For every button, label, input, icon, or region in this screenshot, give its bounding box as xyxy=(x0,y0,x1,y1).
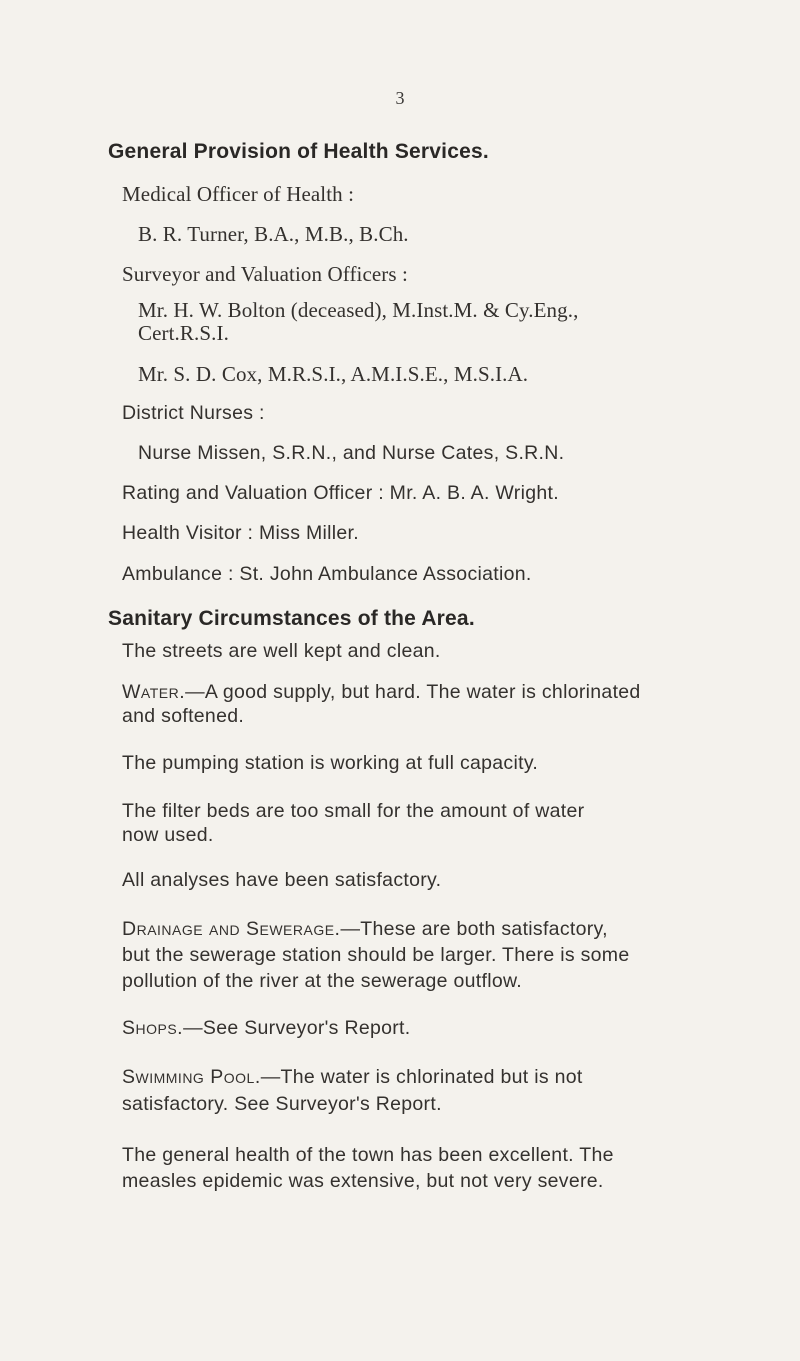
section-heading-health-services: General Provision of Health Services. xyxy=(108,140,489,163)
analyses-text: All analyses have been satisfactory. xyxy=(122,869,442,891)
drainage-text-line1: —These are both satisfactory, xyxy=(340,918,608,940)
drainage-text-line2: but the sewerage station should be larger. There is some xyxy=(122,944,630,966)
health-visitor: Health Visitor : Miss Miller. xyxy=(122,522,359,544)
drainage-label: Drainage and Sewerage. xyxy=(122,918,341,940)
filter-text-line1: The filter beds are too small for the amount of water xyxy=(122,800,585,822)
pool-paragraph-line1 xyxy=(122,1066,583,1089)
surveyor-2: Mr. S. D. Cox, M.R.S.I., A.M.I.S.E., M.S.I.A. xyxy=(138,362,529,386)
surveyor-1-line1: Mr. H. W. Bolton (deceased), M.Inst.M. & Cy.Eng., xyxy=(138,298,579,322)
rating-officer: Rating and Valuation Officer : Mr. A. B. A. Wright. xyxy=(122,482,559,504)
water-label: Water. xyxy=(122,681,186,703)
surveyor-label: Surveyor and Valuation Officers : xyxy=(122,262,408,286)
general-health-line2: measles epidemic was extensive, but not very severe. xyxy=(122,1170,604,1192)
drainage-paragraph-line1 xyxy=(122,918,608,941)
filter-text-line2: now used. xyxy=(122,824,214,846)
surveyor-1-line2: Cert.R.S.I. xyxy=(138,321,229,345)
shops-paragraph xyxy=(122,1017,411,1040)
shops-text: —See Surveyor's Report. xyxy=(183,1017,411,1039)
streets-text: The streets are well kept and clean. xyxy=(122,640,441,662)
water-paragraph-line1 xyxy=(122,681,641,704)
moh-name: B. R. Turner, B.A., M.B., B.Ch. xyxy=(138,222,409,246)
pool-label: Swimming Pool. xyxy=(122,1066,261,1088)
ambulance: Ambulance : St. John Ambulance Association. xyxy=(122,563,532,585)
general-health-line1: The general health of the town has been excellent. The xyxy=(122,1144,614,1166)
water-text-line2: and softened. xyxy=(122,705,245,727)
nurses-label: District Nurses : xyxy=(122,402,265,424)
pumping-text: The pumping station is working at full capacity. xyxy=(122,752,539,774)
moh-label: Medical Officer of Health : xyxy=(122,182,355,206)
page-number: 3 xyxy=(395,88,405,108)
water-text-line1: —A good supply, but hard. The water is chlorinated xyxy=(185,681,641,703)
section-heading-sanitary: Sanitary Circumstances of the Area. xyxy=(108,607,475,630)
drainage-text-line3: pollution of the river at the sewerage outflow. xyxy=(122,970,522,992)
shops-label: Shops. xyxy=(122,1017,184,1039)
pool-text-line1: —The water is chlorinated but is not xyxy=(260,1066,583,1088)
pool-text-line2: satisfactory. See Surveyor's Report. xyxy=(122,1093,442,1115)
nurses-names: Nurse Missen, S.R.N., and Nurse Cates, S.R.N. xyxy=(138,442,565,464)
